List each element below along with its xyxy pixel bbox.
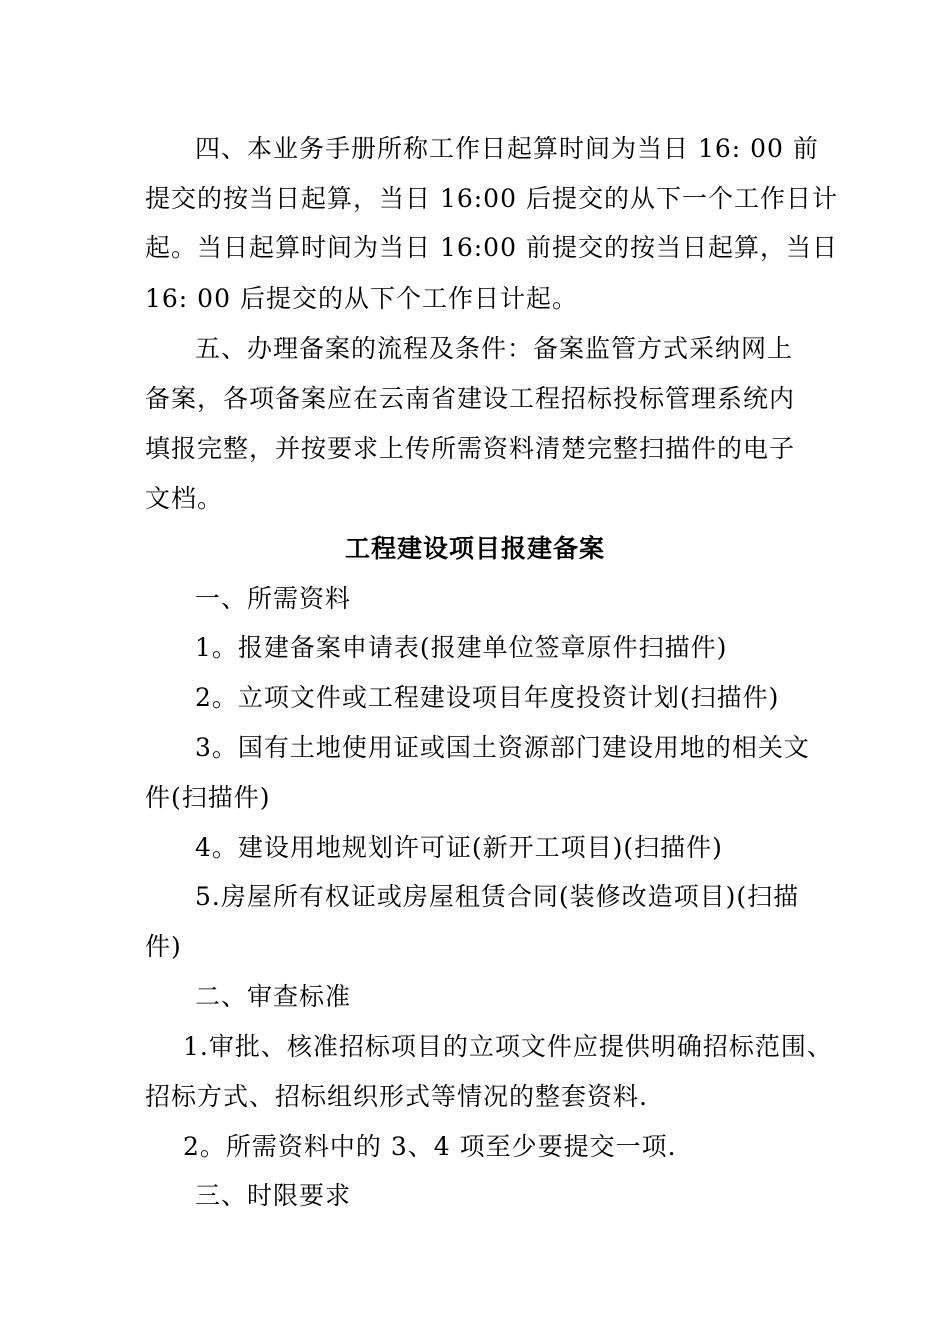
materials-item-5-line1: 5.房屋所有权证或房屋租赁合同(装修改造项目)(扫描 [195,882,800,911]
materials-heading: 一、所需资料 [195,584,352,613]
section5-line1: 五、办理备案的流程及条件：备案监管方式采纳网上 [195,334,794,363]
section4-line3: 起。当日起算时间为当日 16:00 前提交的按当日起算，当日 [145,233,838,262]
materials-item-1: 1。报建备案申请表(报建单位签章原件扫描件) [195,633,728,662]
section5-line4: 文档。 [145,484,224,513]
materials-item-4: 4。建设用地规划许可证(新开工项目)(扫描件) [195,833,723,862]
section4-line1: 四、本业务手册所称工作日起算时间为当日 16: 00 前 [195,134,819,163]
section5-line2: 备案，各项备案应在云南省建设工程招标投标管理系统内 [145,384,796,413]
section-title: 工程建设项目报建备案 [344,534,605,563]
section4-line4: 16: 00 后提交的从下个工作日计起。 [145,284,578,313]
standards-heading: 二、审查标准 [195,982,352,1011]
standards-item-1-line2: 招标方式、招标组织形式等情况的整套资料. [145,1082,648,1111]
standards-item-2: 2。所需资料中的 3、4 项至少要提交一项. [183,1132,677,1161]
materials-item-3-line2: 件(扫描件) [145,783,271,812]
standards-item-1-line1: 1.审批、核准招标项目的立项文件应提供明确招标范围、 [183,1032,833,1061]
materials-item-5-line2: 件) [145,932,182,961]
timelimit-heading: 三、时限要求 [195,1181,352,1210]
section4-line2: 提交的按当日起算，当日 16:00 后提交的从下一个工作日计 [145,184,838,213]
materials-item-3-line1: 3。国有土地使用证或国土资源部门建设用地的相关文 [195,733,810,762]
section5-line3: 填报完整，并按要求上传所需资料清楚完整扫描件的电子 [145,434,796,463]
materials-item-2: 2。立项文件或工程建设项目年度投资计划(扫描件) [195,683,780,712]
